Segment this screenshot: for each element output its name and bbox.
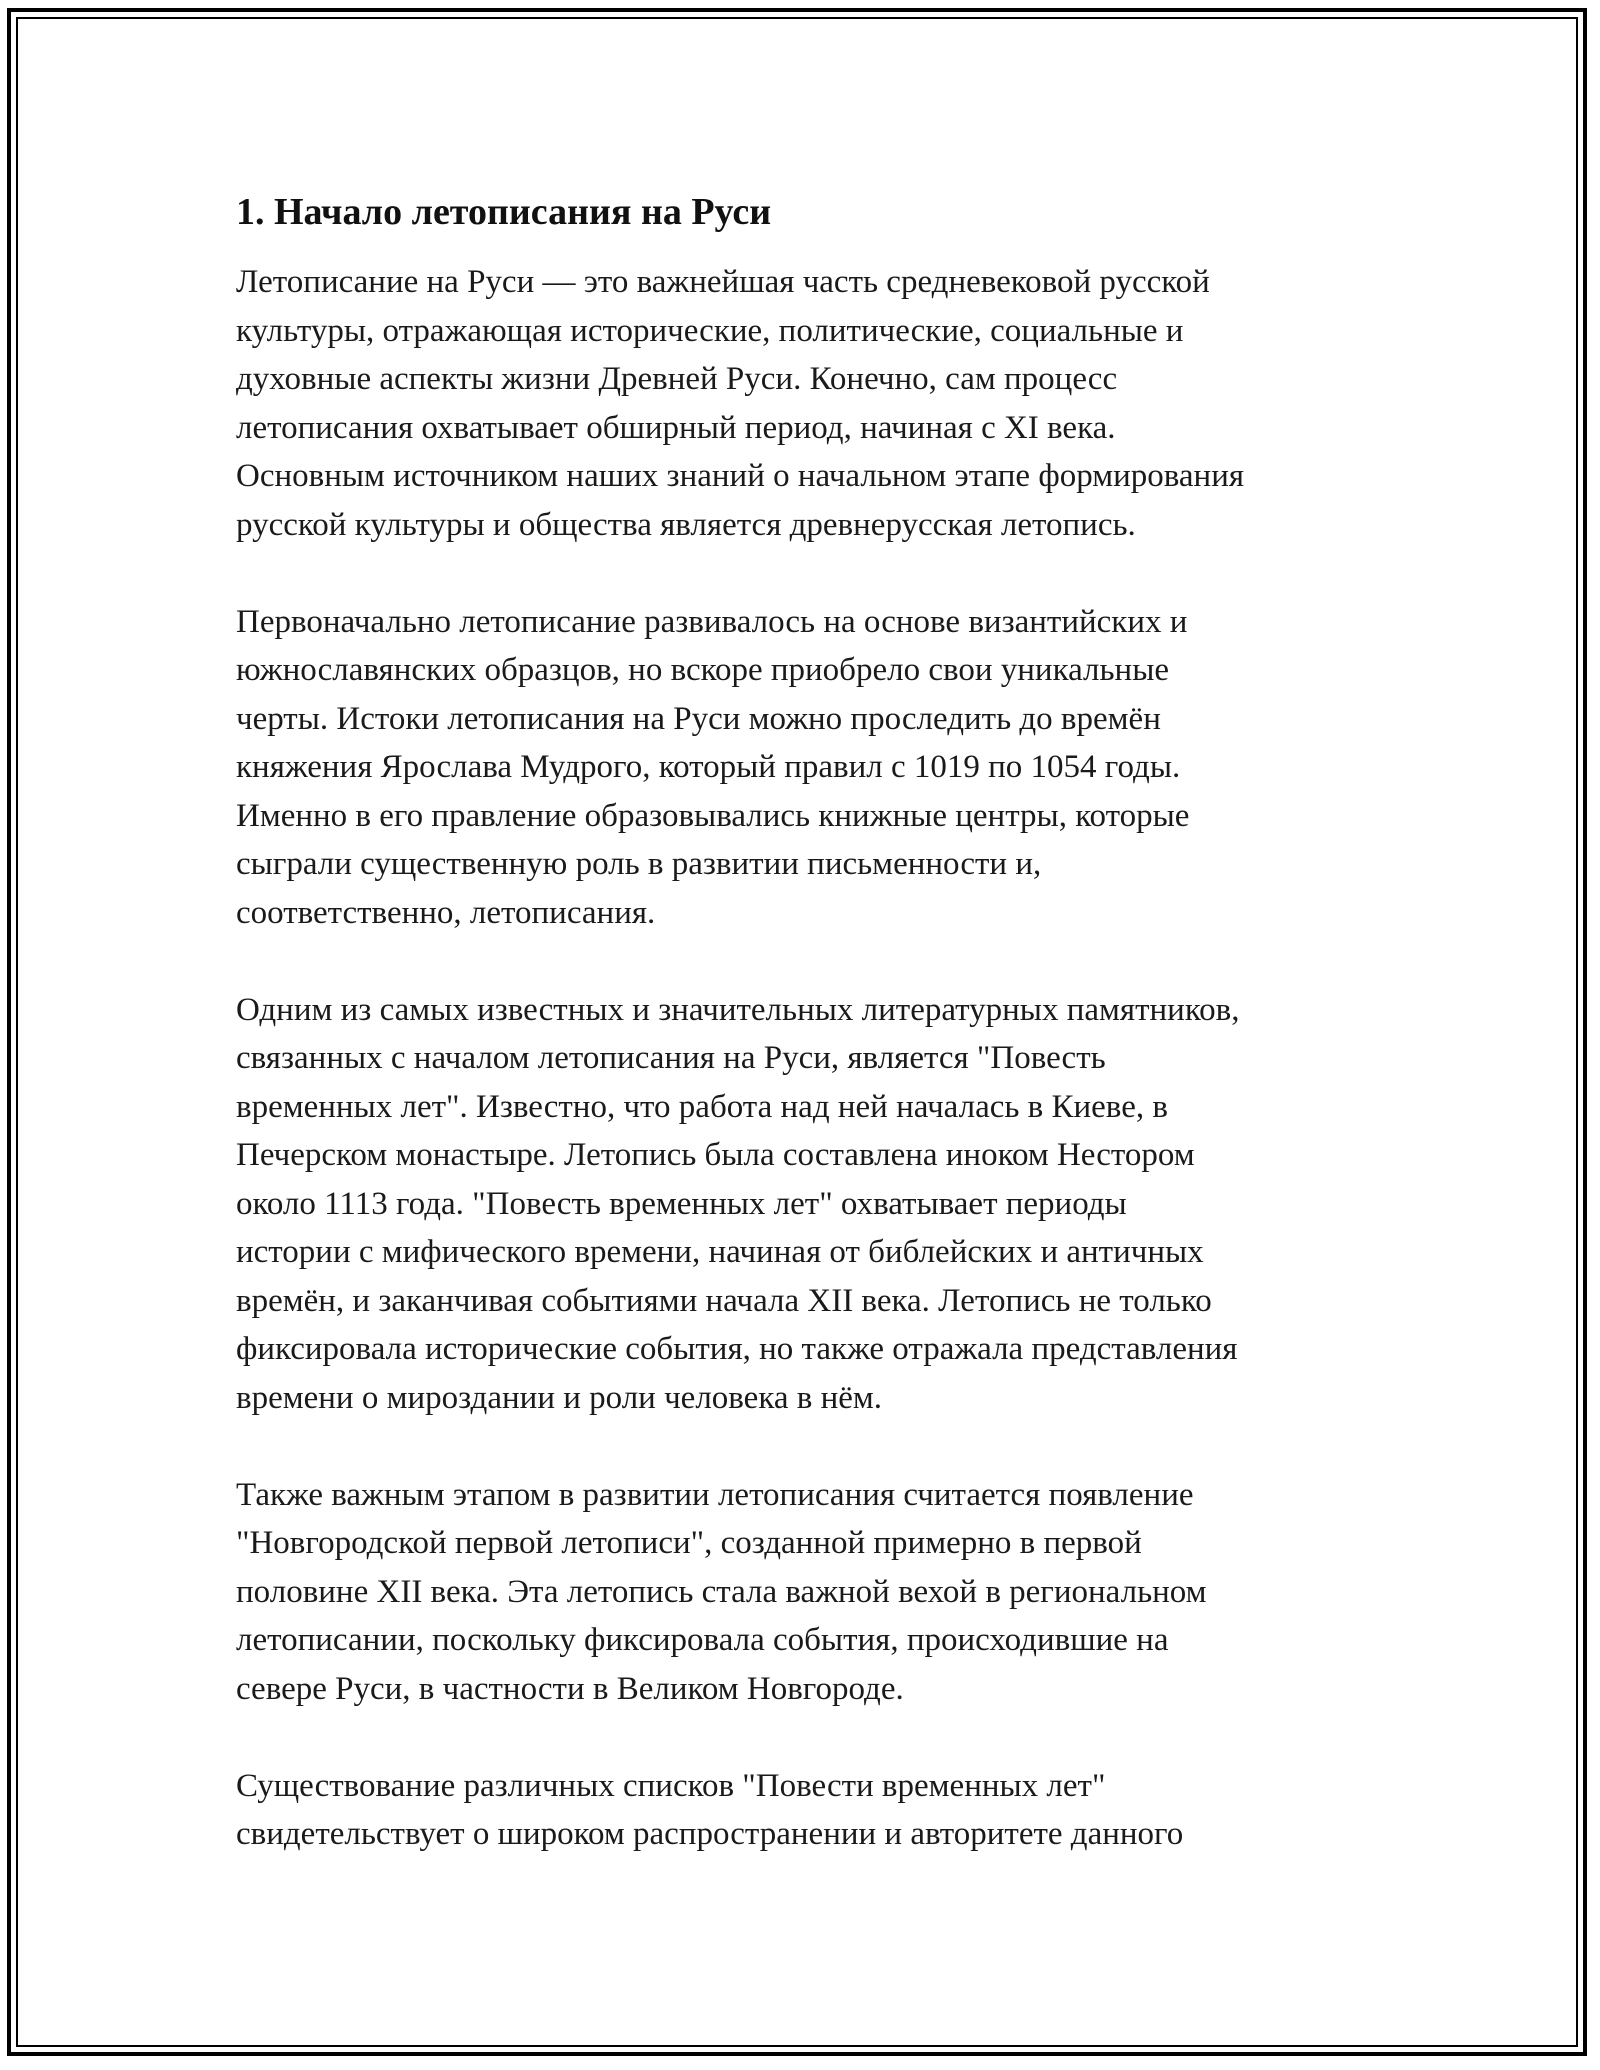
paragraph-3: Одним из самых известных и значительных литературных памятников, связанных с началом летописания на Руси, является "Повесть временных лет". Известно, что работа над ней началась в Киеве, в Печерском монастыре. Летопись была составлена иноком Нестором около 1113 года. "Повесть временных лет" охватывает периоды истории с мифического времени, начиная от библейских и античных времён, и заканчивая событиями начала XII века. Летопись не только фиксировала исторические события, но также отражала представления времени о мироздании и роли человека в нём. — [236, 991, 1240, 1416]
document-body — [236, 184, 1396, 1907]
paragraph-2: Первоначально летописание развивалось на основе византийских и южнославянских образцов, но вскоре приобрело свои уникальные черты. Истоки летописания на Руси можно проследить до времён княжения Ярослава Мудрого, который правил с 1019 по 1054 годы. Именно в его правление образовывались книжные центры, которые сыграли существенную роль в развитии письменности и, соответственно, летописания. — [236, 603, 1190, 931]
paragraph-4: Также важным этапом в развитии летописания считается появление "Новгородской первой летописи", созданной примерно в первой половине XII века. Эта летопись стала важной вехой в региональном летописании, поскольку фиксировала события, происходившие на севере Руси, в частности в Великом Новгороде. — [236, 1476, 1207, 1707]
section-heading: 1. Начало летописания на Руси — [236, 191, 772, 233]
paragraph-5: Существование различных списков "Повести временных лет" свидетельствует о широком распространении и авторитете данного — [236, 1767, 1184, 1852]
paragraph-1: Летописание на Руси — это важнейшая часть средневековой русской культуры, отражающая исторические, политические, социальные и духовные аспекты жизни Древней Руси. Конечно, сам процесс летописания охватывает обширный период, начиная с XI века. Основным источником наших знаний о начальном этапе формирования русской культуры и общества является древнерусская летопись. — [236, 264, 1245, 543]
